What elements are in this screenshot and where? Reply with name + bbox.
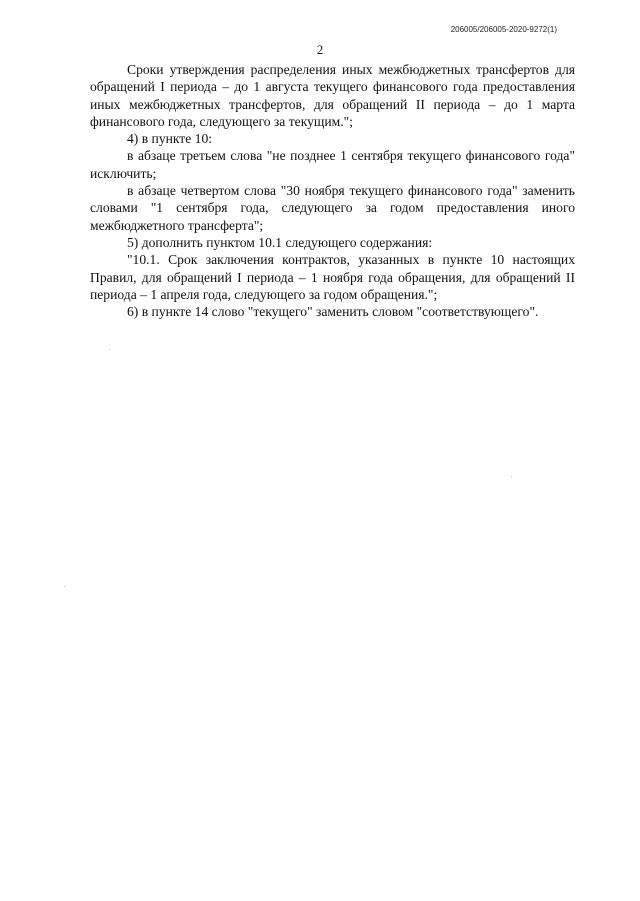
scan-speck bbox=[109, 349, 110, 350]
scan-speck bbox=[64, 586, 65, 587]
paragraph-clause-10-1: "10.1. Срок заключения контрактов, указанных в пункте 10 настоящих Правил, для обращений I периода – 1 ноября года обращения, для обращений II периода – 1 апреля года, следующего за годом обращения."; bbox=[90, 252, 575, 302]
document-id: 206005/206005-2020-9272(1) bbox=[450, 25, 557, 34]
paragraph-item-4: 4) в пункте 10: bbox=[127, 131, 213, 147]
paragraph-item-5: 5) дополнить пунктом 10.1 следующего содержания: bbox=[127, 234, 433, 250]
paragraph-abzac-3: в абзаце третьем слова "не позднее 1 сентября текущего финансового года" исключить; bbox=[90, 148, 575, 181]
page-number: 2 bbox=[316, 42, 324, 57]
paragraph-deadlines: Сроки утверждения распределения иных межбюджетных трансфертов для обращений I периода – до 1 августа текущего финансового года предоставления иных межбюджетных трансфертов, для обращений II периода – до 1 марта финансового года, следующего за текущим."; bbox=[90, 62, 575, 129]
document-body bbox=[90, 61, 575, 320]
scan-speck bbox=[511, 476, 512, 477]
paragraph-item-6: 6) в пункте 14 слово "текущего" заменить словом "соответствующего". bbox=[127, 304, 539, 320]
paragraph-abzac-4: в абзаце четвертом слова "30 ноября текущего финансового года" заменить словами "1 сентября года, следующего за годом предоставления иного межбюджетного трансферта"; bbox=[90, 183, 575, 233]
